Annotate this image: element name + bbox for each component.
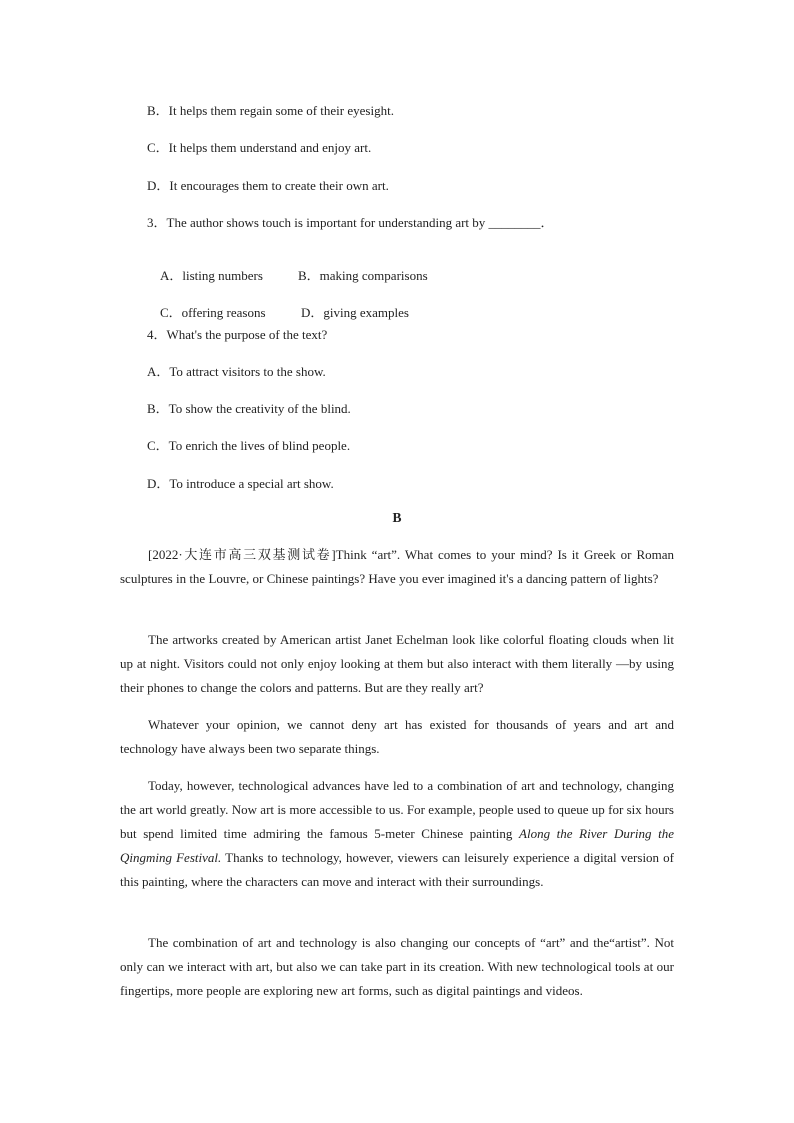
q2-option-c: C．It helps them understand and enjoy art. — [147, 140, 372, 155]
q4-option-c: C．To enrich the lives of blind people. — [147, 438, 351, 453]
q3-option-c: C．offering reasons — [160, 305, 266, 320]
section-heading: B — [392, 510, 402, 525]
q3-option-a: A．listing numbers — [160, 268, 263, 283]
passage-paragraph-4-text-a: Today, however, technological advances have led to a combination of art and technology, changing the art world greatly. Now art is more accessible to us. For example, people used to queue up for six hours but spend limited time admiring the famous 5-meter Chinese painting — [120, 778, 674, 841]
passage-paragraph-2: The artworks created by American artist Janet Echelman look like colorful floating clouds when lit up at night. Visitors could not only enjoy looking at them but also interact with them literally —by using their phones to change the colors and patterns. But are they really art? — [120, 632, 674, 695]
passage-paragraph-4 — [120, 774, 674, 894]
passage-paragraph-3: Whatever your opinion, we cannot deny art has existed for thousands of years and art and technology have always been two separate things. — [120, 717, 674, 756]
q4-option-d: D．To introduce a special art show. — [147, 476, 334, 491]
q3-option-b: B．making comparisons — [298, 268, 428, 283]
q4-option-a: A．To attract visitors to the show. — [147, 364, 326, 379]
q4-stem: 4．What's the purpose of the text? — [147, 327, 328, 342]
q2-option-b: B．It helps them regain some of their eyesight. — [147, 103, 394, 118]
q4-option-b: B．To show the creativity of the blind. — [147, 401, 351, 416]
passage-paragraph-5: The combination of art and technology is also changing our concepts of “art” and the“artist”. Not only can we interact with art, but also we can take part in its creation. With new technological tools at our fingertips, more people are exploring new art forms, such as digital paintings and videos. — [120, 935, 674, 998]
painting-title: Along the River During the Qingming Festival. — [120, 826, 674, 865]
q3-stem: 3．The author shows touch is important for understanding art by ________． — [147, 215, 554, 230]
passage-paragraph-1: [2022·大连市高三双基测试卷]Think “art”. What comes to your mind? Is it Greek or Roman sculptures in the Louvre, or Chinese paintings? Have you ever imagined it's a dancing pattern of lights? — [120, 547, 674, 586]
q3-option-d: D．giving examples — [301, 305, 409, 320]
passage-paragraph-4-text-b: Thanks to technology, however, viewers can leisurely experience a digital version of this painting, where the characters can move and interact with their surroundings. — [120, 850, 674, 889]
q2-option-d: D．It encourages them to create their own art. — [147, 178, 389, 193]
